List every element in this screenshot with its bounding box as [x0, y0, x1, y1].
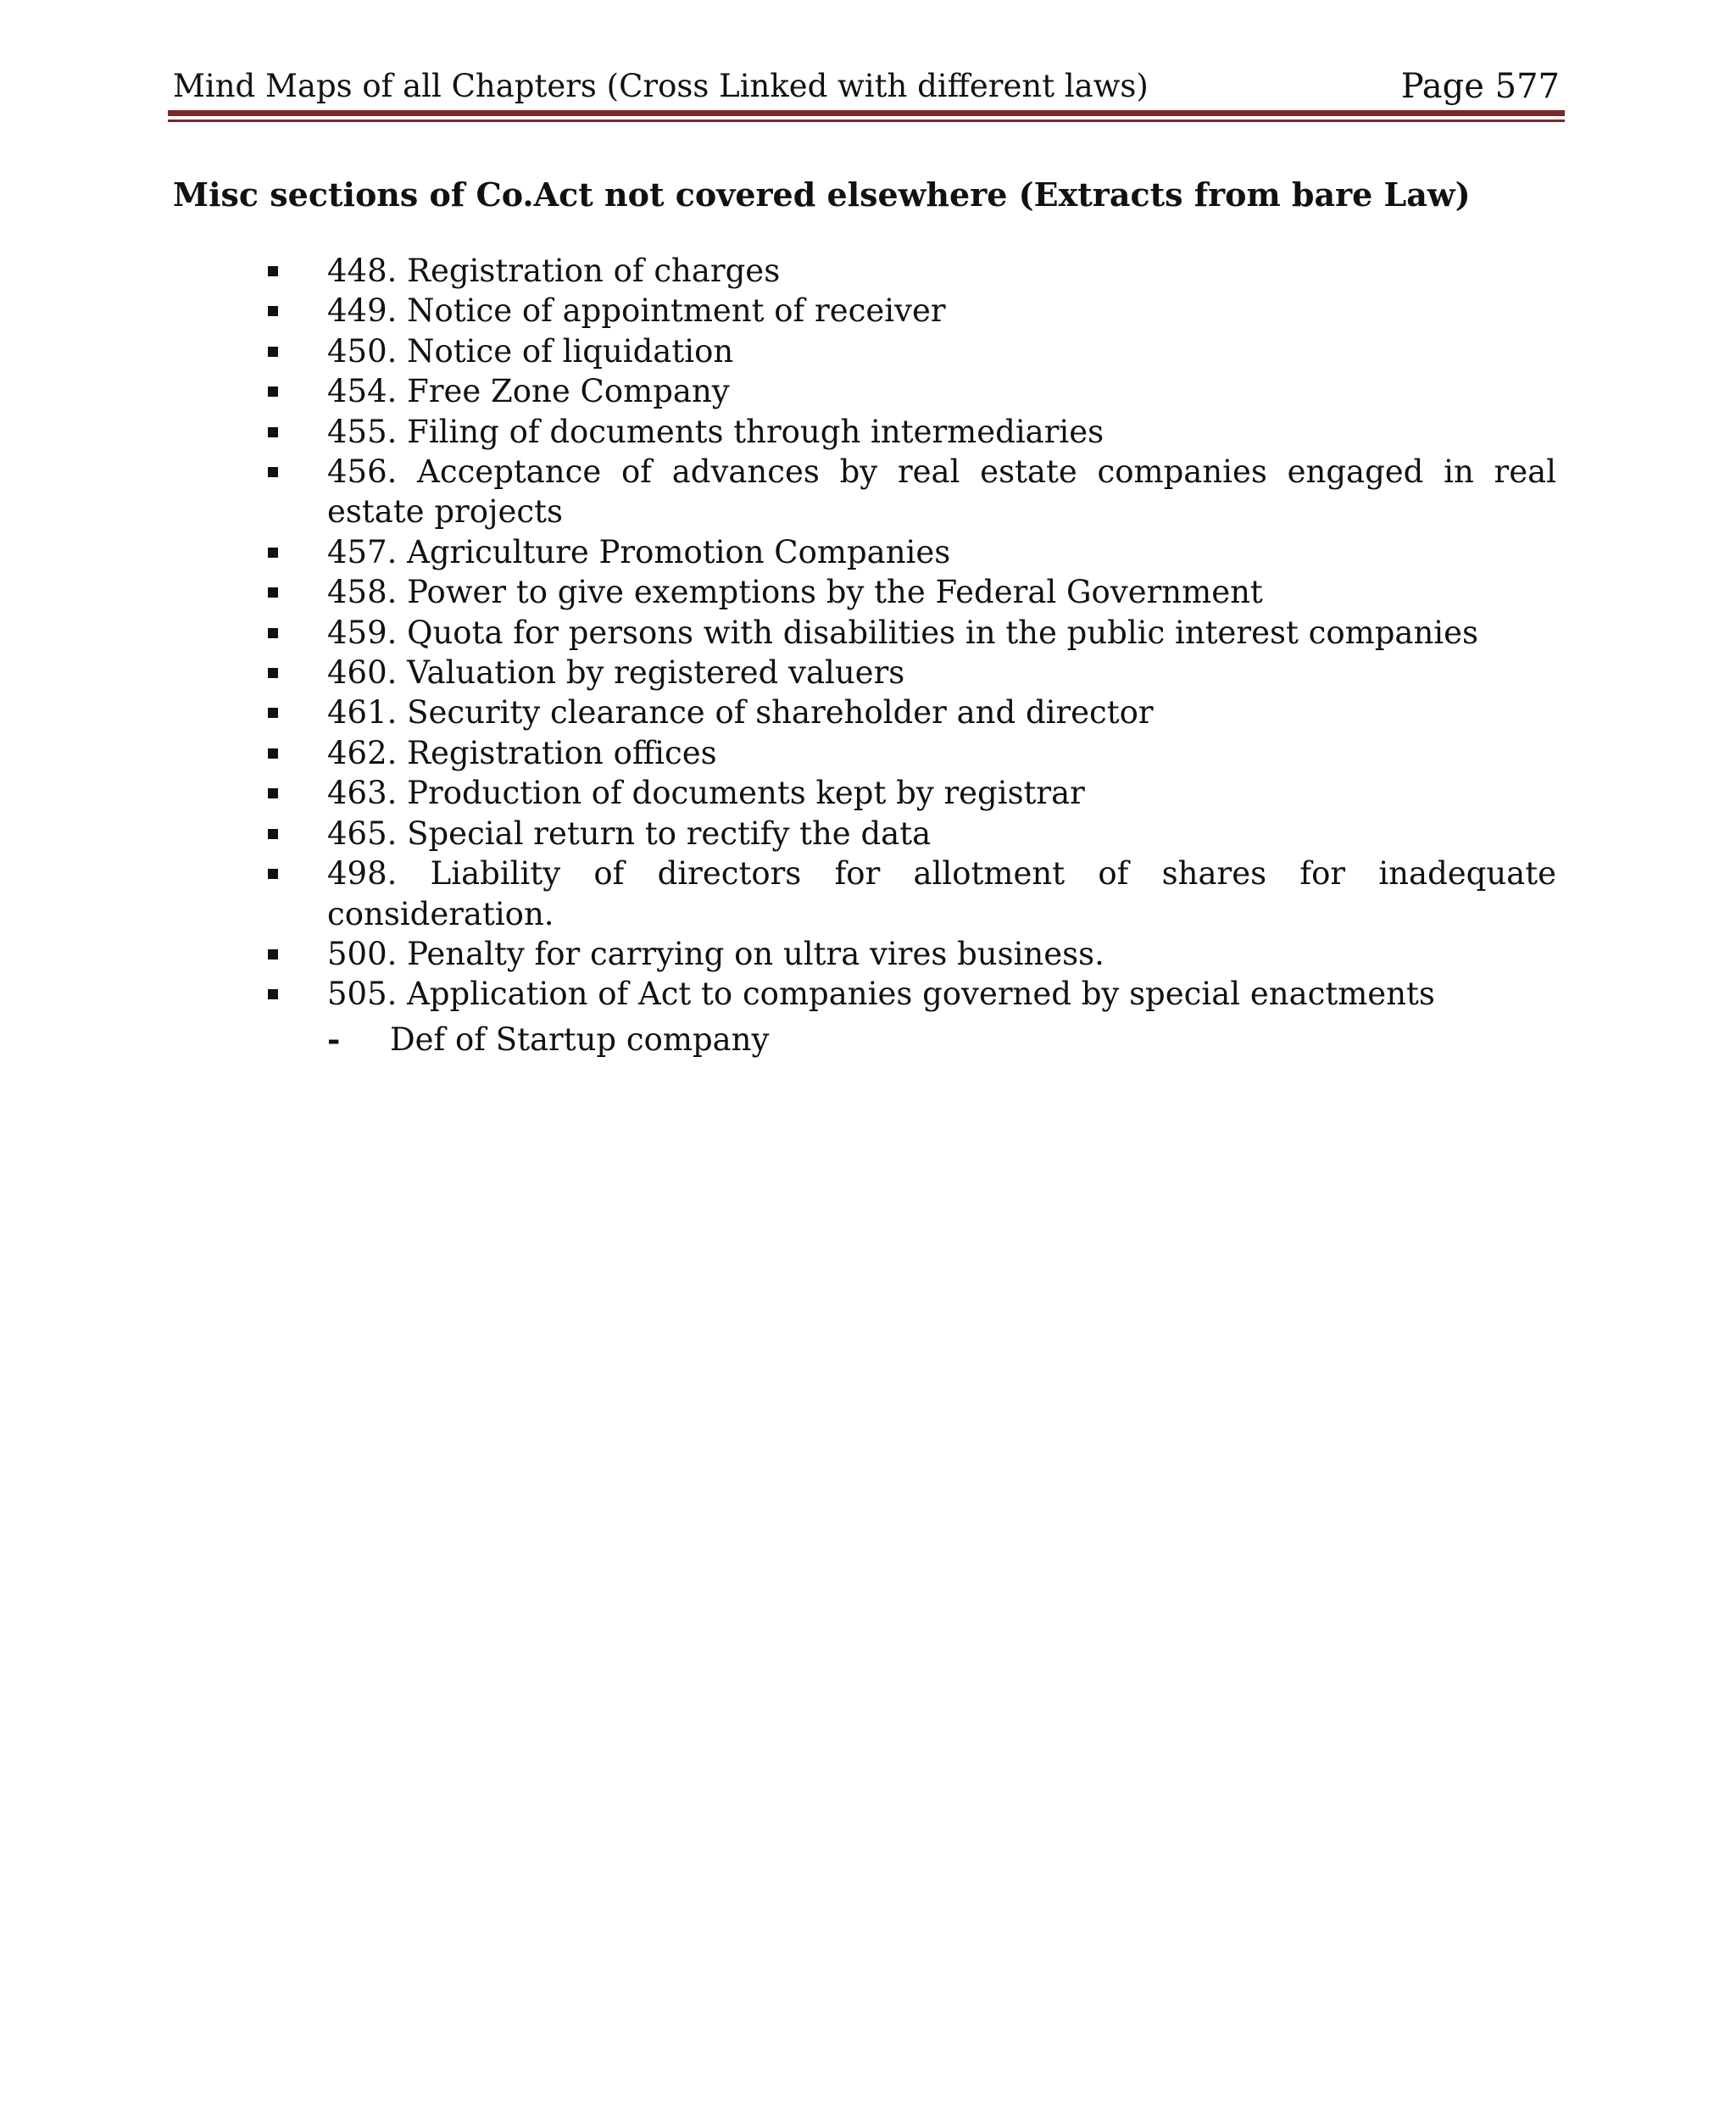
- list-item: [0, 854, 1556, 934]
- square-bullet-icon: [268, 668, 278, 678]
- square-bullet-icon: [268, 949, 278, 959]
- list-item: [0, 934, 1556, 974]
- square-bullet-icon: [268, 708, 278, 718]
- square-bullet-icon: [268, 347, 278, 357]
- header-title: Mind Maps of all Chapters (Cross Linked with different laws): [173, 68, 1149, 104]
- list-item: [0, 773, 1556, 813]
- list-item-text: 457. Agriculture Promotion Companies: [327, 533, 951, 570]
- list-item: [0, 814, 1556, 854]
- list-item: [0, 412, 1556, 452]
- list-item-text: 500. Penalty for carrying on ultra vires business.: [327, 935, 1104, 972]
- list-item-text: 463. Production of documents kept by registrar: [327, 775, 1085, 812]
- list-item-text: 455. Filing of documents through intermediaries: [327, 413, 1104, 450]
- section-title: Misc sections of Co.Act not covered elsewhere (Extracts from bare Law): [173, 175, 1471, 214]
- square-bullet-icon: [268, 548, 278, 558]
- list-item: [0, 733, 1556, 773]
- list-item: [0, 653, 1556, 692]
- list-item-text: 465. Special return to rectify the data: [327, 815, 932, 852]
- page-header: [173, 61, 1560, 112]
- list-item: [0, 251, 1556, 291]
- square-bullet-icon: [268, 427, 278, 437]
- header-rule-thin: [168, 120, 1565, 122]
- dash-marker: -: [327, 1020, 341, 1058]
- square-bullet-icon: [268, 306, 278, 316]
- square-bullet-icon: [268, 869, 278, 879]
- header-rule-thick: [168, 110, 1565, 116]
- sub-list-item-text: Def of Startup company: [390, 1021, 770, 1058]
- square-bullet-icon: [268, 788, 278, 798]
- list-item-text: 460. Valuation by registered valuers: [327, 654, 905, 692]
- square-bullet-icon: [268, 829, 278, 839]
- list-item: [0, 371, 1556, 411]
- list-item: [0, 452, 1556, 532]
- list-item: [0, 692, 1556, 732]
- square-bullet-icon: [268, 587, 278, 598]
- sub-list-item: [0, 1020, 1736, 1060]
- list-item-text: 458. Power to give exemptions by the Federal Government: [327, 574, 1263, 611]
- list-item-text: 459. Quota for persons with disabilities in the public interest companies: [327, 614, 1478, 651]
- page-number: Page 577: [1400, 67, 1560, 106]
- list-item-text: 461. Security clearance of shareholder and director: [327, 694, 1154, 731]
- list-item: [0, 974, 1556, 1014]
- square-bullet-icon: [268, 989, 278, 999]
- list-item-text: 498. Liability of directors for allotment of shares for inadequate consideration.: [327, 855, 1556, 932]
- list-item-text: 456. Acceptance of advances by real estate companies engaged in real estate projects: [327, 453, 1556, 531]
- list-item: [0, 331, 1556, 371]
- list-item-text: 454. Free Zone Company: [327, 373, 730, 410]
- list-item-text: 450. Notice of liquidation: [327, 332, 734, 370]
- list-item-text: 505. Application of Act to companies governed by special enactments: [327, 976, 1435, 1013]
- list-item: [0, 613, 1556, 653]
- sections-list: [0, 251, 1736, 1060]
- list-item: [0, 291, 1556, 331]
- list-item: [0, 532, 1556, 572]
- square-bullet-icon: [268, 748, 278, 759]
- list-item-text: 449. Notice of appointment of receiver: [327, 292, 946, 330]
- list-item: [0, 572, 1556, 612]
- square-bullet-icon: [268, 387, 278, 397]
- list-item-text: 462. Registration offices: [327, 734, 717, 771]
- list-item-text: 448. Registration of charges: [327, 253, 781, 289]
- square-bullet-icon: [268, 266, 278, 276]
- square-bullet-icon: [268, 467, 278, 477]
- square-bullet-icon: [268, 628, 278, 638]
